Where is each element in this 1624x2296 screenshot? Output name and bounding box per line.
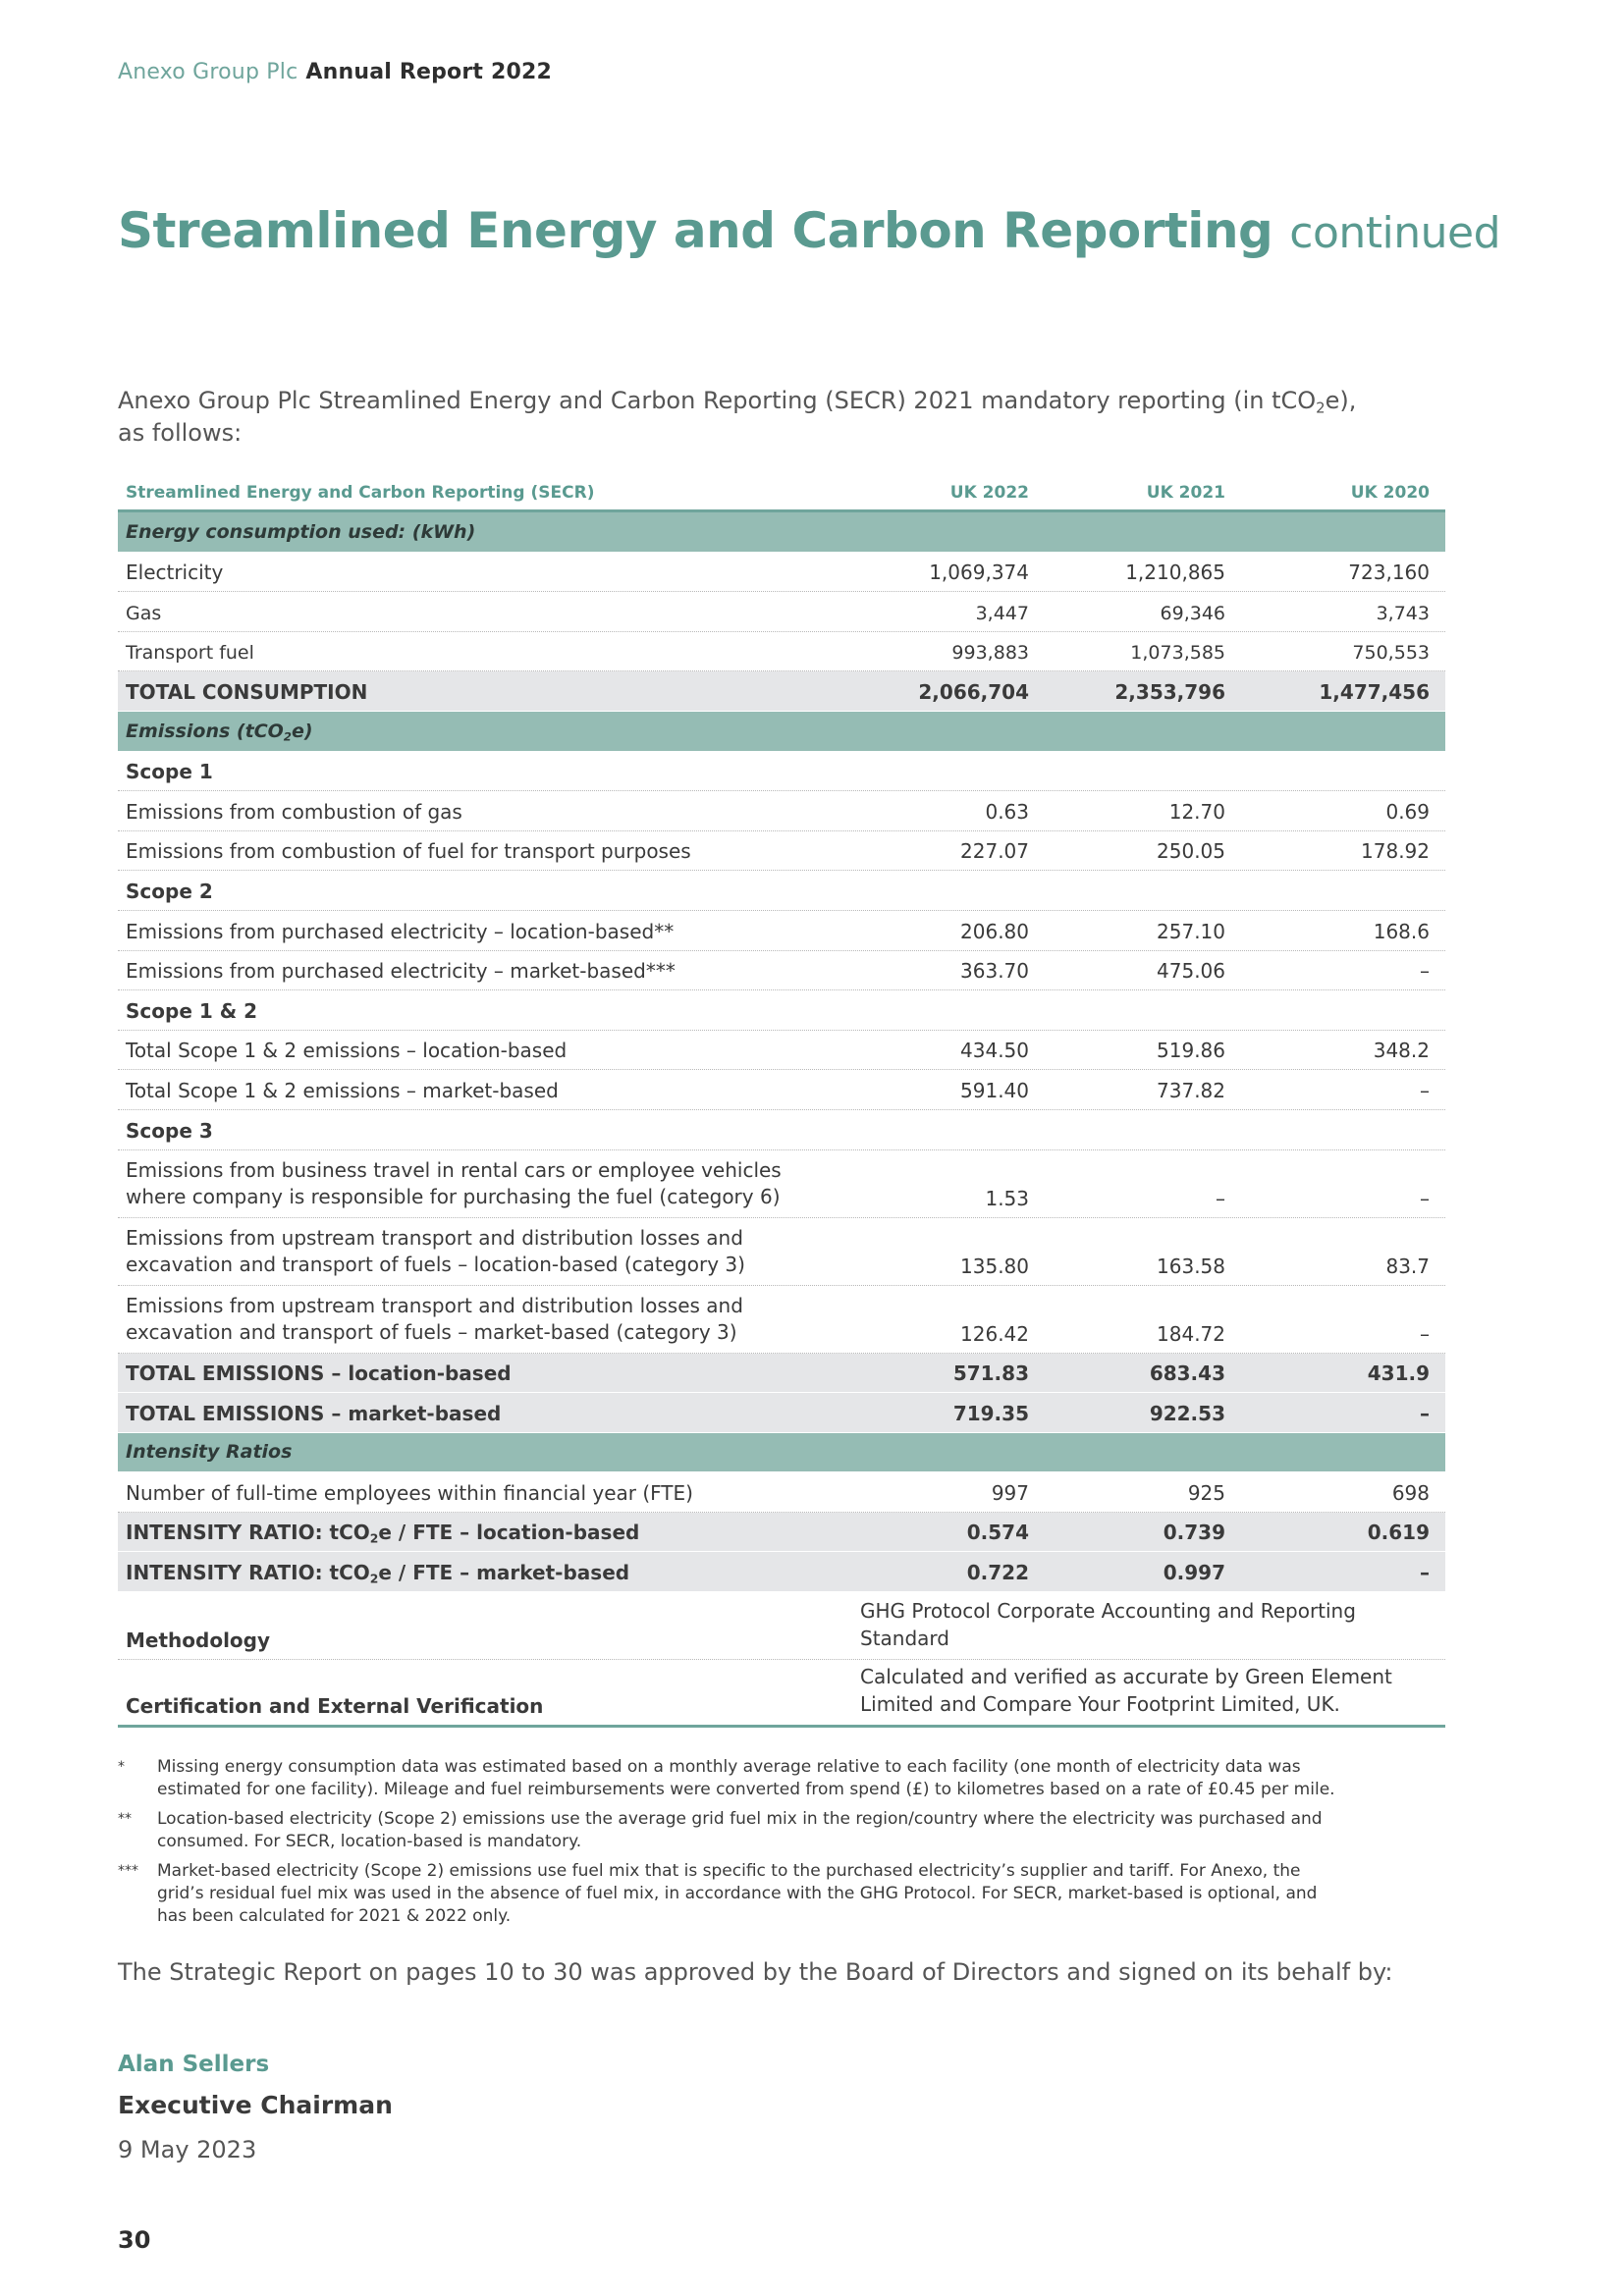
intro-text-3: as follows:: [118, 419, 243, 447]
cell-2021: 0.739: [1163, 1521, 1225, 1545]
certification-value: [860, 1663, 1445, 1718]
cell-2021: 184.72: [1157, 1321, 1225, 1346]
cell-2022: 0.574: [966, 1521, 1029, 1545]
methodology-line1: GHG Protocol Corporate Accounting and Reporting: [860, 1599, 1356, 1624]
row-label: [118, 1225, 848, 1278]
row-business-travel: [118, 1150, 1445, 1218]
emissions-label-b: e): [291, 720, 313, 742]
cell-2020: 3,743: [1376, 602, 1430, 624]
row-scope-1: [118, 752, 1445, 792]
cell-2021: 0.997: [1163, 1561, 1225, 1585]
cell-2021: 1,210,865: [1125, 561, 1225, 585]
certification-label: Certification and External Verification: [126, 1694, 544, 1719]
row-scope12-market: [118, 1070, 1445, 1110]
row-label: Transport fuel: [126, 642, 254, 665]
methodology-line2: Standard: [860, 1627, 949, 1651]
methodology-value: [860, 1597, 1445, 1652]
row-total-emissions-market: [118, 1393, 1445, 1433]
row-intensity-location: [118, 1513, 1445, 1553]
row-total-emissions-location: [118, 1354, 1445, 1394]
title-suffix: continued: [1289, 208, 1500, 258]
cell-2020: 348.2: [1373, 1039, 1430, 1063]
cell-2022: 2,066,704: [918, 679, 1029, 704]
footnote: [118, 1756, 1445, 1801]
ratio-label-a: INTENSITY RATIO: tCO: [126, 1521, 370, 1545]
row-label: Total Scope 1 & 2 emissions – market-based: [126, 1078, 559, 1102]
footnote-mark: **: [118, 1811, 132, 1827]
secr-table: [118, 475, 1445, 1728]
cell-2022: 993,883: [951, 642, 1029, 665]
header-uk-2020: UK 2020: [1350, 482, 1430, 503]
cell-2020: 723,160: [1348, 561, 1430, 585]
cell-2022: 719.35: [952, 1401, 1029, 1425]
cell-2021: 683.43: [1149, 1362, 1225, 1386]
row-fuel-combustion: [118, 831, 1445, 872]
cell-2021: 163.58: [1157, 1254, 1225, 1278]
row-total-consumption: [118, 671, 1445, 712]
row-transport-fuel: [118, 632, 1445, 672]
row-label-line2: excavation and transport of fuels – market-based (category 3): [126, 1319, 737, 1344]
section-intensity-label: Intensity Ratios: [126, 1441, 293, 1464]
row-label: TOTAL EMISSIONS – market-based: [126, 1401, 502, 1425]
cell-2020: 698: [1391, 1480, 1430, 1505]
footnote-line: Location-based electricity (Scope 2) emissions use the average grid fuel mix in the region/country where the electricity was purchased and: [157, 1809, 1323, 1829]
row-label: [118, 1293, 848, 1346]
cell-2022: 997: [991, 1480, 1029, 1505]
footnote-text: [157, 1860, 1445, 1928]
cell-2020: 1,477,456: [1319, 679, 1430, 704]
row-label: [118, 1561, 848, 1584]
section-emissions: [118, 712, 1445, 752]
row-fte: [118, 1472, 1445, 1513]
row-electricity-market: [118, 951, 1445, 991]
header-uk-2021: UK 2021: [1146, 482, 1225, 503]
cell-2021: 250.05: [1157, 839, 1225, 864]
cell-2022: 571.83: [952, 1362, 1029, 1386]
cell-2021: 2,353,796: [1114, 679, 1225, 704]
ratio-label-sub: 2: [369, 1571, 379, 1586]
row-label-line2: where company is responsible for purchasing the fuel (category 6): [126, 1184, 781, 1208]
row-scope-2: [118, 871, 1445, 911]
cell-2022: 0.63: [985, 799, 1029, 824]
scope-label: Scope 1 & 2: [126, 998, 258, 1023]
row-label: Emissions from purchased electricity – market-based***: [126, 959, 676, 984]
ratio-label-a: INTENSITY RATIO: tCO: [126, 1561, 370, 1585]
row-label-line1: Emissions from business travel in rental cars or employee vehicles: [126, 1157, 782, 1182]
cell-2020: 431.9: [1367, 1362, 1430, 1386]
cell-2020: 0.619: [1367, 1521, 1430, 1545]
row-scope-1-2: [118, 990, 1445, 1031]
page-header: [118, 60, 552, 84]
cell-2021: –: [1216, 1186, 1225, 1210]
footnote-line: grid’s residual fuel mix was used in the absence of fuel mix, in accordance with the GHG Protocol. For SECR, market-based is optional, and: [157, 1884, 1318, 1903]
cell-2021: 475.06: [1157, 959, 1225, 984]
row-label: Gas: [126, 602, 162, 624]
section-energy-label: Energy consumption used: (kWh): [126, 520, 476, 543]
cell-2021: 737.82: [1157, 1078, 1225, 1102]
row-label: TOTAL CONSUMPTION: [126, 679, 368, 704]
row-methodology: [118, 1592, 1445, 1660]
row-label: Emissions from combustion of gas: [126, 799, 462, 824]
row-scope12-location: [118, 1031, 1445, 1071]
cell-2021: 12.70: [1168, 799, 1225, 824]
scope-label: Scope 1: [126, 760, 213, 784]
page-number: 30: [118, 2226, 151, 2254]
footnote: [118, 1860, 1445, 1928]
footnote-text: [157, 1808, 1445, 1853]
cell-2021: 257.10: [1157, 919, 1225, 943]
approval-statement: The Strategic Report on pages 10 to 30 was approved by the Board of Directors and signed on its behalf by:: [118, 1958, 1393, 1986]
cell-2022: 227.07: [960, 839, 1029, 864]
cell-2022: 206.80: [960, 919, 1029, 943]
cell-2020: 178.92: [1361, 839, 1430, 864]
cell-2020: –: [1420, 959, 1430, 984]
cell-2022: 135.80: [960, 1254, 1029, 1278]
footnote: [118, 1808, 1445, 1853]
cell-2021: 1,073,585: [1130, 642, 1225, 665]
scope-label: Scope 3: [126, 1118, 213, 1143]
cell-2022: 0.722: [966, 1561, 1029, 1585]
cell-2022: 434.50: [960, 1039, 1029, 1063]
cell-2022: 3,447: [975, 602, 1029, 624]
cell-2020: –: [1420, 1078, 1430, 1102]
cell-2021: 925: [1187, 1480, 1225, 1505]
row-scope-3: [118, 1110, 1445, 1150]
signer-name: Alan Sellers: [118, 2052, 270, 2077]
row-label: [118, 1521, 848, 1547]
cell-2020: –: [1420, 1561, 1430, 1585]
cell-2020: –: [1420, 1186, 1430, 1210]
footnotes: [118, 1756, 1445, 1935]
row-label-line1: Emissions from upstream transport and distribution losses and: [126, 1293, 743, 1317]
row-label: TOTAL EMISSIONS – location-based: [126, 1362, 512, 1386]
row-upstream-market: [118, 1286, 1445, 1354]
cell-2020: 83.7: [1385, 1254, 1430, 1278]
emissions-label-a: Emissions (tCO: [126, 720, 284, 742]
cell-2022: 126.42: [960, 1321, 1029, 1346]
certification-line2: Limited and Compare Your Footprint Limited, UK.: [860, 1692, 1340, 1717]
footnote-line: Market-based electricity (Scope 2) emissions use fuel mix that is specific to the purchased electricity’s supplier and tariff. For Anexo, the: [157, 1861, 1301, 1881]
table-header: [118, 475, 1445, 512]
row-gas: [118, 592, 1445, 632]
report-title: Annual Report 2022: [305, 60, 553, 84]
page-title: [118, 202, 1500, 259]
row-upstream-location: [118, 1218, 1445, 1286]
row-label: Number of full-time employees within financial year (FTE): [126, 1480, 693, 1505]
row-electricity-location: [118, 911, 1445, 951]
cell-2021: 519.86: [1157, 1039, 1225, 1063]
signer-title: Executive Chairman: [118, 2091, 393, 2119]
cell-2022: 1.53: [985, 1186, 1029, 1210]
cell-2022: 363.70: [960, 959, 1029, 984]
row-label: Emissions from combustion of fuel for transport purposes: [126, 839, 691, 864]
ratio-label-b: e / FTE – market-based: [378, 1561, 630, 1585]
footnote-line: has been calculated for 2021 & 2022 only.: [157, 1906, 512, 1926]
intro-text-1: Anexo Group Plc Streamlined Energy and Carbon Reporting (SECR) 2021 mandatory reporting (in tCO: [118, 387, 1317, 414]
cell-2022: 1,069,374: [929, 561, 1029, 585]
section-energy: [118, 512, 1445, 553]
cell-2020: –: [1420, 1401, 1430, 1425]
certification-line1: Calculated and verified as accurate by Green Element: [860, 1665, 1392, 1689]
header-label: Streamlined Energy and Carbon Reporting (SECR): [126, 482, 595, 503]
intro-paragraph: [118, 385, 1414, 450]
intro-text-2: e),: [1325, 387, 1357, 414]
cell-2020: –: [1420, 1321, 1430, 1346]
footnote-mark: *: [118, 1759, 125, 1775]
cell-2022: 591.40: [960, 1078, 1029, 1102]
cell-2020: 0.69: [1385, 799, 1430, 824]
section-intensity: [118, 1433, 1445, 1473]
footnote-line: estimated for one facility). Mileage and fuel reimbursements were converted from spend (£) to kilometres based on a rate of £0.45 per mile.: [157, 1780, 1335, 1799]
section-emissions-label: [118, 721, 848, 742]
footnote-line: consumed. For SECR, location-based is mandatory.: [157, 1832, 582, 1851]
footnote-line: Missing energy consumption data was estimated based on a monthly average relative to each facility (one month of electricity data was: [157, 1757, 1301, 1777]
scope-label: Scope 2: [126, 879, 213, 903]
row-intensity-market: [118, 1552, 1445, 1592]
company-name: Anexo Group Plc: [118, 60, 298, 84]
intro-subscript: 2: [1316, 399, 1326, 417]
row-label: Emissions from purchased electricity – location-based**: [126, 919, 675, 943]
row-label: Total Scope 1 & 2 emissions – location-based: [126, 1039, 568, 1063]
row-gas-combustion: [118, 791, 1445, 831]
cell-2021: 922.53: [1149, 1401, 1225, 1425]
cell-2020: 750,553: [1352, 642, 1430, 665]
emissions-label-sub: 2: [283, 729, 292, 744]
row-electricity: [118, 553, 1445, 593]
row-label: [118, 1157, 848, 1210]
cell-2020: 168.6: [1373, 919, 1430, 943]
signature-date: 9 May 2023: [118, 2136, 257, 2163]
row-label: Electricity: [126, 561, 224, 585]
header-uk-2022: UK 2022: [949, 482, 1029, 503]
title-main: Streamlined Energy and Carbon Reporting: [118, 202, 1273, 259]
footnote-text: [157, 1756, 1445, 1801]
row-label-line1: Emissions from upstream transport and distribution losses and: [126, 1225, 743, 1250]
ratio-label-sub: 2: [369, 1531, 379, 1547]
row-certification: [118, 1660, 1445, 1728]
footnote-mark: ***: [118, 1863, 138, 1879]
ratio-label-b: e / FTE – location-based: [378, 1521, 640, 1545]
row-label-line2: excavation and transport of fuels – location-based (category 3): [126, 1252, 745, 1276]
cell-2021: 69,346: [1160, 602, 1225, 624]
methodology-label: Methodology: [126, 1629, 271, 1653]
